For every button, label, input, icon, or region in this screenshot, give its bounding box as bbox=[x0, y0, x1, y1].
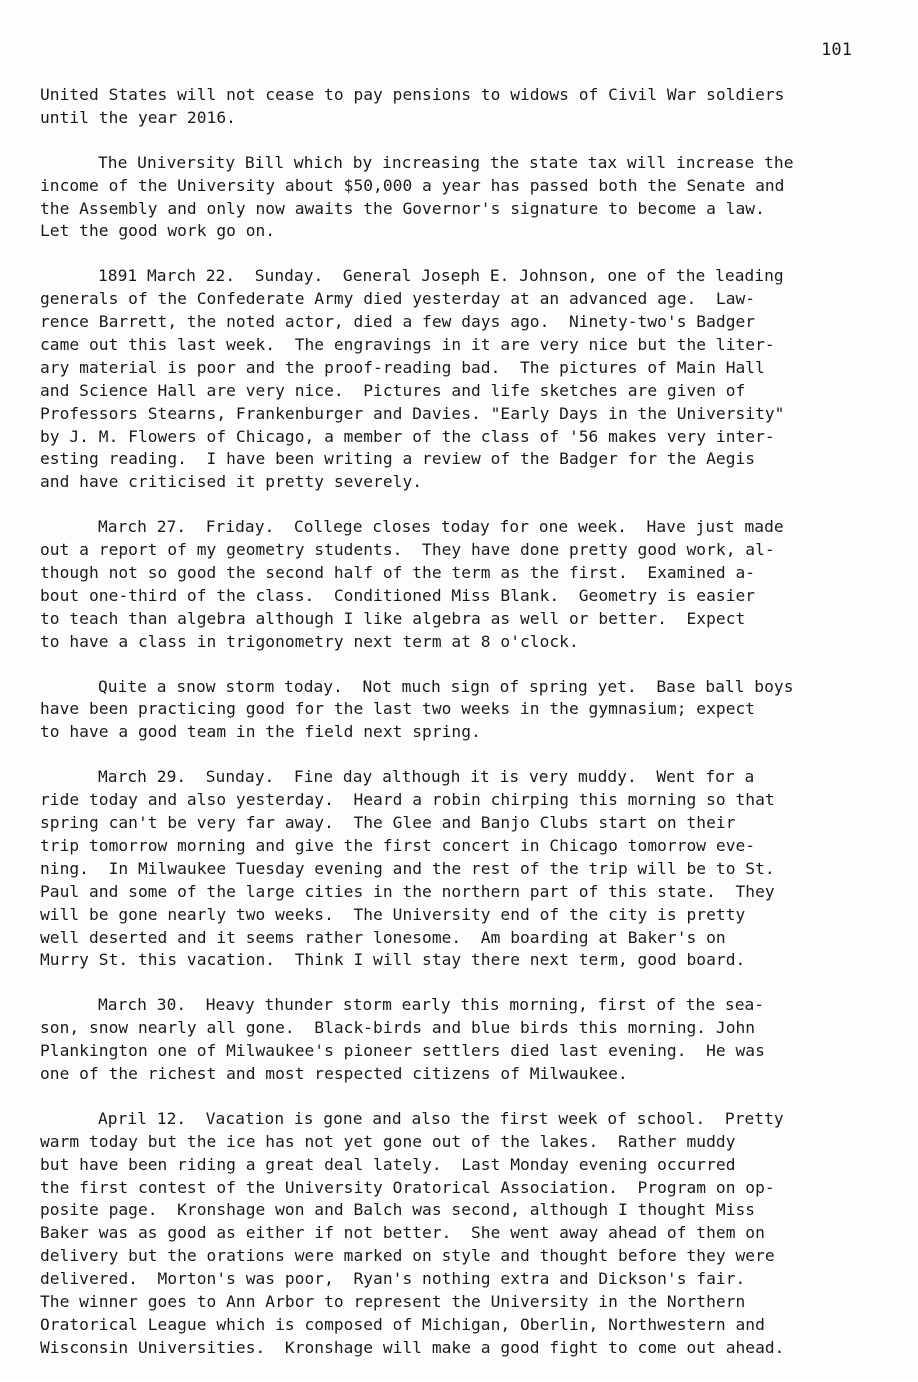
text-line: Plankington one of Milwaukee's pioneer settlers died last evening. He was bbox=[40, 1041, 765, 1061]
text-line: trip tomorrow morning and give the first concert in Chicago tomorrow eve- bbox=[40, 835, 756, 855]
text-line: well deserted and it seems rather lonesome. Am boarding at Baker's on bbox=[40, 927, 726, 947]
text-line: Murry St. this vacation. Think I will stay there next term, good board. bbox=[40, 950, 746, 970]
text-line: to have a good team in the field next spring. bbox=[40, 722, 481, 742]
text-line: United States will not cease to pay pensions to widows of Civil War soldiers bbox=[40, 85, 785, 104]
text-line: to have a class in trigonometry next term at 8 o'clock. bbox=[40, 631, 579, 651]
text-line: came out this last week. The engravings in it are very nice but the liter- bbox=[40, 335, 775, 355]
text-line: March 30. Heavy thunder storm early this morning, first of the sea- bbox=[98, 995, 765, 1015]
text-line: will be gone nearly two weeks. The University end of the city is pretty bbox=[40, 904, 746, 924]
text-line: have been practicing good for the last two weeks in the gymnasium; expect bbox=[40, 699, 756, 719]
text-line: March 27. Friday. College closes today for one week. Have just made bbox=[98, 517, 784, 537]
text-line: 1891 March 22. Sunday. General Joseph E. Johnson, one of the leading bbox=[98, 266, 784, 286]
paragraph-university-bill bbox=[40, 152, 885, 244]
text-line: and Science Hall are very nice. Pictures and life sketches are given of bbox=[40, 380, 746, 400]
text-line: the first contest of the University Oratorical Association. Program on op- bbox=[40, 1177, 775, 1197]
paragraph-march-30 bbox=[40, 994, 885, 1086]
text-line: Oratorical League which is composed of Michigan, Oberlin, Northwestern and bbox=[40, 1314, 765, 1334]
text-line: March 29. Sunday. Fine day although it is very muddy. Went for a bbox=[98, 767, 755, 787]
paragraph-snow-storm bbox=[40, 676, 885, 745]
paragraph-march-29 bbox=[40, 766, 885, 972]
text-line: rence Barrett, the noted actor, died a few days ago. Ninety-two's Badger bbox=[40, 312, 756, 332]
text-line: Paul and some of the large cities in the northern part of this state. They bbox=[40, 881, 775, 901]
text-line: bout one-third of the class. Conditioned Miss Blank. Geometry is easier bbox=[40, 585, 756, 605]
text-line: ning. In Milwaukee Tuesday evening and the rest of the trip will be to St. bbox=[40, 858, 775, 878]
text-line: April 12. Vacation is gone and also the first week of school. Pretty bbox=[98, 1108, 784, 1128]
journal-text bbox=[40, 84, 885, 1382]
text-line: to teach than algebra although I like algebra as well or better. Expect bbox=[40, 608, 746, 628]
text-line: though not so good the second half of the term as the first. Examined a- bbox=[40, 563, 756, 583]
text-line: by J. M. Flowers of Chicago, a member of the class of '56 makes very inter- bbox=[40, 426, 775, 446]
paragraph-pensions bbox=[40, 84, 885, 130]
page-number: 101 bbox=[821, 40, 852, 60]
text-line: income of the University about $50,000 a year has passed both the Senate and bbox=[40, 175, 785, 195]
text-line: ary material is poor and the proof-reading bad. The pictures of Main Hall bbox=[40, 357, 765, 377]
paragraph-april-12 bbox=[40, 1108, 885, 1360]
text-line: The University Bill which by increasing the state tax will increase the bbox=[98, 152, 794, 172]
text-line: spring can't be very far away. The Glee and Banjo Clubs start on their bbox=[40, 813, 736, 833]
text-line: the Assembly and only now awaits the Governor's signature to become a law. bbox=[40, 198, 765, 218]
text-line: warm today but the ice has not yet gone out of the lakes. Rather muddy bbox=[40, 1131, 736, 1151]
text-line: delivered. Morton's was poor, Ryan's nothing extra and Dickson's fair. bbox=[40, 1269, 746, 1289]
text-line: one of the richest and most respected citizens of Milwaukee. bbox=[40, 1063, 628, 1083]
text-line: ride today and also yesterday. Heard a robin chirping this morning so that bbox=[40, 790, 775, 810]
text-line: Wisconsin Universities. Kronshage will make a good fight to come out ahead. bbox=[40, 1337, 785, 1357]
paragraph-march-27 bbox=[40, 516, 885, 653]
text-line: Let the good work go on. bbox=[40, 221, 276, 241]
text-line: The winner goes to Ann Arbor to represent the University in the Northern bbox=[40, 1291, 746, 1311]
text-line: Professors Stearns, Frankenburger and Davies. "Early Days in the University" bbox=[40, 403, 785, 423]
text-line: delivery but the orations were marked on style and thought before they were bbox=[40, 1246, 775, 1266]
text-line: generals of the Confederate Army died yesterday at an advanced age. Law- bbox=[40, 289, 756, 309]
text-line: esting reading. I have been writing a review of the Badger for the Aegis bbox=[40, 449, 756, 469]
text-line: posite page. Kronshage won and Balch was second, although I thought Miss bbox=[40, 1200, 756, 1220]
text-line: but have been riding a great deal lately. Last Monday evening occurred bbox=[40, 1154, 736, 1174]
paragraph-march-22 bbox=[40, 265, 885, 494]
text-line: and have criticised it pretty severely. bbox=[40, 472, 423, 492]
text-line: son, snow nearly all gone. Black-birds and blue birds this morning. John bbox=[40, 1018, 756, 1038]
text-line: until the year 2016. bbox=[40, 107, 236, 127]
text-line: Quite a snow storm today. Not much sign of spring yet. Base ball boys bbox=[98, 676, 794, 696]
text-line: out a report of my geometry students. They have done pretty good work, al- bbox=[40, 540, 775, 560]
text-line: Baker was as good as either if not better. She went away ahead of them on bbox=[40, 1223, 765, 1243]
